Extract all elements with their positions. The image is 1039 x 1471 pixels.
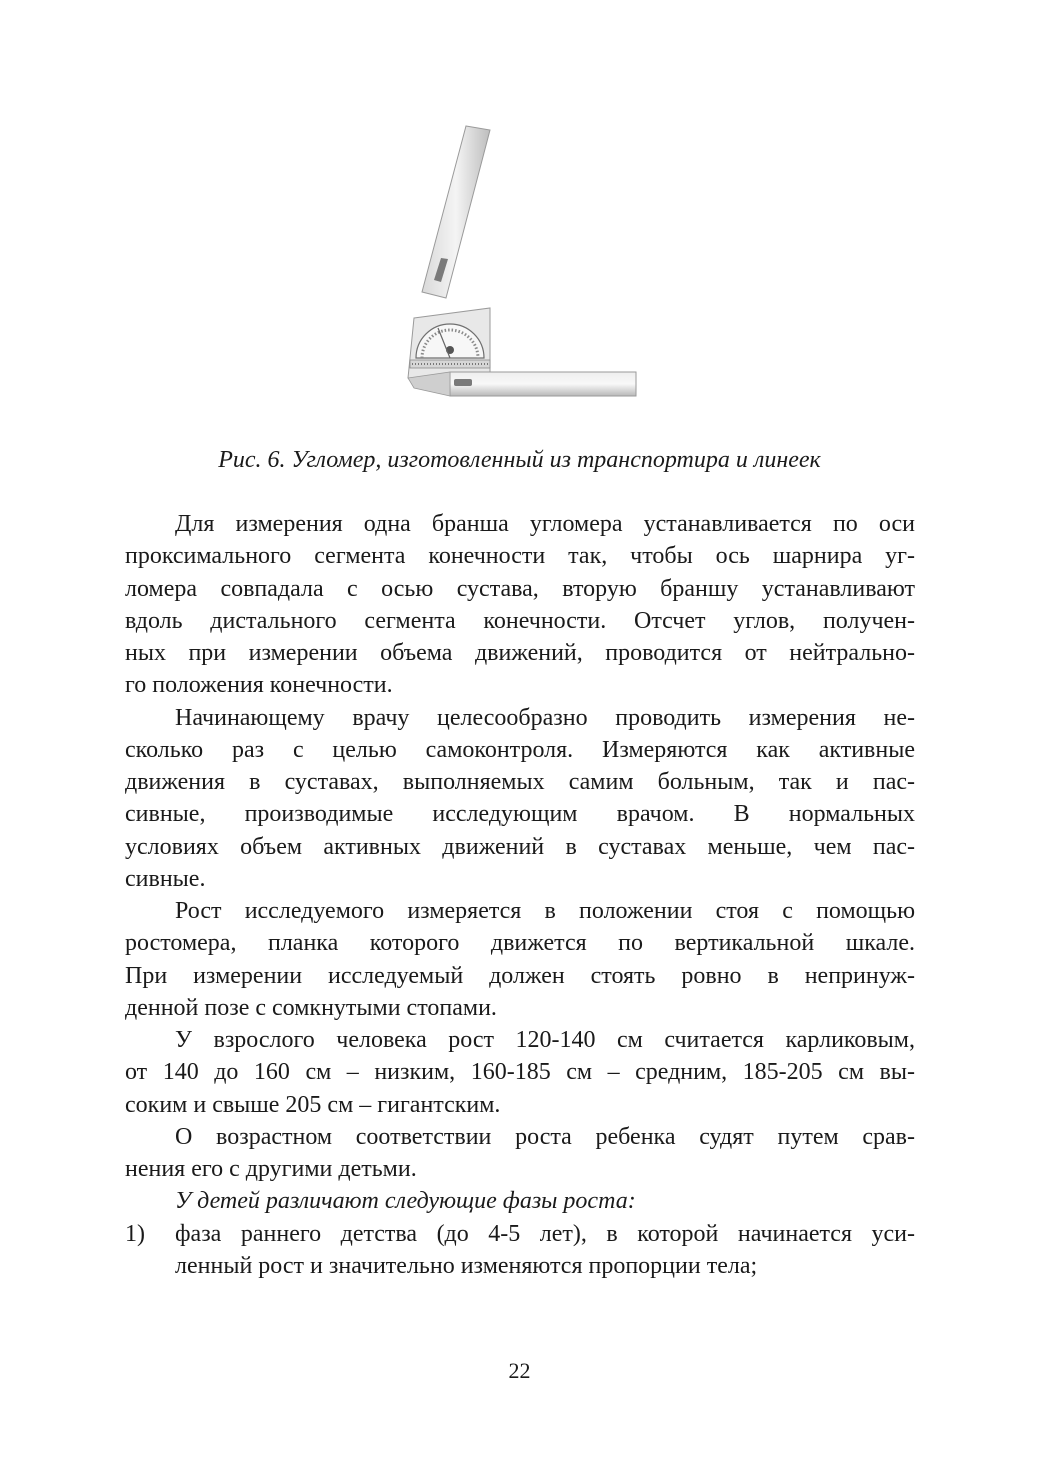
list-number: 1) bbox=[125, 1220, 145, 1247]
page-number: 22 bbox=[508, 1358, 531, 1383]
text-line: У взрослого человека рост 120-140 см считается карликовым, bbox=[175, 1027, 915, 1053]
text-line: движения в суставах, выполняемых самим больным, так и пас- bbox=[125, 769, 915, 795]
text-line: от 140 до 160 см – низким, 160-185 см – средним, 185-205 см вы- bbox=[125, 1059, 915, 1086]
text-line: сивные. bbox=[125, 865, 206, 892]
text-line: соким и свыше 205 см – гигантским. bbox=[125, 1091, 501, 1118]
text-line: Начинающему врачу целесообразно проводить измерения не- bbox=[175, 704, 915, 731]
text-line: ных при измерении объема движений, проводится от нейтрально- bbox=[125, 640, 915, 666]
text-line: сколько раз с целью самоконтроля. Измеряются как активные bbox=[125, 736, 915, 763]
body-text bbox=[125, 508, 915, 1282]
text-line: проксимального сегмента конечности так, чтобы ось шарнира уг- bbox=[125, 543, 915, 570]
goniometer-figure bbox=[400, 122, 650, 412]
text-line: сивные, производимые исследующим врачом. В нормальных bbox=[125, 801, 915, 828]
text-line: У детей различают следующие фазы роста: bbox=[175, 1188, 636, 1215]
figure-caption: Рис. 6. Угломер, изготовленный из транспортира и линеек bbox=[218, 447, 821, 473]
text-line: Рост исследуемого измеряется в положении стоя с помощью bbox=[175, 898, 915, 924]
text-line: При измерении исследуемый должен стоять ровно в непринуж- bbox=[125, 962, 915, 989]
text-line: ленный рост и значительно изменяются пропорции тела; bbox=[175, 1252, 758, 1279]
text-line: условиях объем активных движений в суставах меньше, чем пас- bbox=[125, 833, 915, 860]
text-line: Для измерения одна бранша угломера устанавливается по оси bbox=[175, 511, 915, 537]
text-line: го положения конечности. bbox=[125, 672, 393, 699]
text-line: О возрастном соответствии роста ребенка судят путем срав- bbox=[175, 1123, 915, 1150]
list-item-text: фаза раннего детства (до 4-5 лет), в которой начинается уси- bbox=[175, 1220, 915, 1247]
text-line: ломера совпадала с осью сустава, вторую браншу устанавливают bbox=[125, 575, 915, 602]
list-item bbox=[125, 1218, 915, 1250]
text-line: ростомера, планка которого движется по вертикальной шкале. bbox=[125, 930, 915, 957]
goniometer-image bbox=[400, 122, 650, 412]
text-line: нения его с другими детьми. bbox=[125, 1156, 417, 1182]
text-line: денной позе с сомкнутыми стопами. bbox=[125, 994, 497, 1021]
text-line: вдоль дистального сегмента конечности. Отсчет углов, получен- bbox=[125, 607, 915, 634]
